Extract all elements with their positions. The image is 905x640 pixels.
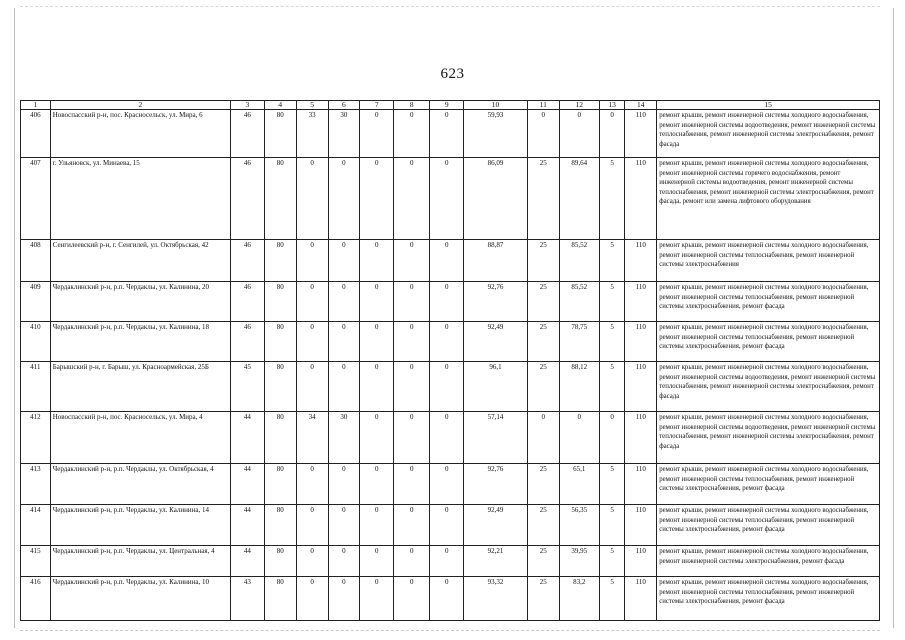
value-col-7-cell: 0 <box>360 546 394 577</box>
value-col-10-cell: 59,93 <box>464 110 528 158</box>
value-col-6-cell: 0 <box>328 240 360 282</box>
address-cell: Новоспасский р-н, пос. Красносельск, ул. Мира, 4 <box>50 412 230 464</box>
row-number-cell: 409 <box>21 282 51 322</box>
header-cell: 11 <box>527 101 559 110</box>
address-cell: Чердаклинский р-н, р.п. Чердаклы, ул. Центральная, 4 <box>50 546 230 577</box>
works-list-cell: ремонт крыши, ремонт инженерной системы холодного водоснабжения, ремонт инженерной системы водоотведения, ремонт инженерной системы теплоснабжения, ремонт инженерной системы электроснабжения, ремонт фасада <box>657 110 880 158</box>
scan-bottom-edge <box>20 630 880 631</box>
table-row <box>21 546 880 577</box>
value-col-7-cell: 0 <box>360 282 394 322</box>
value-col-3-cell: 43 <box>230 577 264 621</box>
value-col-7-cell: 0 <box>360 505 394 546</box>
value-col-3-cell: 46 <box>230 282 264 322</box>
value-col-9-cell: 0 <box>430 322 464 362</box>
header-cell: 10 <box>464 101 528 110</box>
value-col-7-cell: 0 <box>360 464 394 505</box>
table-row <box>21 282 880 322</box>
value-col-8-cell: 0 <box>394 110 430 158</box>
address-cell: Сенгилеевский р-н, г. Сенгилей, ул. Октябрьская, 42 <box>50 240 230 282</box>
value-col-8-cell: 0 <box>394 322 430 362</box>
value-col-11-cell: 25 <box>527 322 559 362</box>
value-col-6-cell: 0 <box>328 505 360 546</box>
row-number-cell: 416 <box>21 577 51 621</box>
value-col-13-cell: 5 <box>599 577 624 621</box>
value-col-9-cell: 0 <box>430 240 464 282</box>
table-row <box>21 464 880 505</box>
value-col-9-cell: 0 <box>430 362 464 412</box>
value-col-14-cell: 110 <box>625 412 657 464</box>
value-col-5-cell: 0 <box>296 505 328 546</box>
row-number-cell: 412 <box>21 412 51 464</box>
value-col-8-cell: 0 <box>394 464 430 505</box>
value-col-13-cell: 0 <box>599 412 624 464</box>
value-col-10-cell: 57,14 <box>464 412 528 464</box>
value-col-4-cell: 80 <box>264 362 296 412</box>
row-number-cell: 410 <box>21 322 51 362</box>
value-col-12-cell: 85,52 <box>559 282 599 322</box>
table-row <box>21 158 880 240</box>
value-col-9-cell: 0 <box>430 577 464 621</box>
value-col-11-cell: 25 <box>527 577 559 621</box>
value-col-11-cell: 25 <box>527 282 559 322</box>
header-cell: 12 <box>559 101 599 110</box>
value-col-4-cell: 80 <box>264 577 296 621</box>
row-number-cell: 406 <box>21 110 51 158</box>
value-col-11-cell: 25 <box>527 158 559 240</box>
value-col-13-cell: 0 <box>599 110 624 158</box>
address-cell: Чердаклинский р-н, р.п. Чердаклы, ул. Калинина, 20 <box>50 282 230 322</box>
value-col-8-cell: 0 <box>394 577 430 621</box>
value-col-3-cell: 44 <box>230 505 264 546</box>
value-col-10-cell: 96,1 <box>464 362 528 412</box>
value-col-11-cell: 25 <box>527 546 559 577</box>
value-col-5-cell: 0 <box>296 322 328 362</box>
value-col-10-cell: 92,76 <box>464 464 528 505</box>
address-cell: Новоспасский р-н, пос. Красносельск, ул. Мира, 6 <box>50 110 230 158</box>
value-col-6-cell: 0 <box>328 282 360 322</box>
value-col-5-cell: 0 <box>296 577 328 621</box>
value-col-3-cell: 44 <box>230 464 264 505</box>
value-col-11-cell: 25 <box>527 362 559 412</box>
works-list-cell: ремонт крыши, ремонт инженерной системы холодного водоснабжения, ремонт инженерной системы теплоснабжения, ремонт инженерной системы электроснабжения, ремонт фасада <box>657 322 880 362</box>
value-col-12-cell: 89,64 <box>559 158 599 240</box>
value-col-13-cell: 5 <box>599 464 624 505</box>
header-cell: 13 <box>599 101 624 110</box>
table-row <box>21 322 880 362</box>
value-col-6-cell: 30 <box>328 412 360 464</box>
works-list-cell: ремонт крыши, ремонт инженерной системы холодного водоснабжения, ремонт инженерной системы водоотведения, ремонт инженерной системы теплоснабжения, ремонт инженерной системы электроснабжения, ремонт фасада <box>657 412 880 464</box>
works-list-cell: ремонт крыши, ремонт инженерной системы холодного водоснабжения, ремонт инженерной системы теплоснабжения, ремонт инженерной системы электроснабжения, ремонт фасада <box>657 282 880 322</box>
value-col-5-cell: 0 <box>296 282 328 322</box>
value-col-3-cell: 46 <box>230 110 264 158</box>
table-row <box>21 505 880 546</box>
header-cell: 6 <box>328 101 360 110</box>
row-number-cell: 408 <box>21 240 51 282</box>
value-col-10-cell: 86,09 <box>464 158 528 240</box>
value-col-12-cell: 0 <box>559 110 599 158</box>
table-row <box>21 412 880 464</box>
value-col-5-cell: 34 <box>296 412 328 464</box>
value-col-14-cell: 110 <box>625 577 657 621</box>
table-row <box>21 110 880 158</box>
value-col-6-cell: 0 <box>328 322 360 362</box>
works-list-cell: ремонт крыши, ремонт инженерной системы холодного водоснабжения, ремонт инженерной системы теплоснабжения, ремонт инженерной системы электроснабжения, ремонт фасада <box>657 505 880 546</box>
value-col-7-cell: 0 <box>360 322 394 362</box>
value-col-10-cell: 92,21 <box>464 546 528 577</box>
value-col-14-cell: 110 <box>625 110 657 158</box>
value-col-10-cell: 92,49 <box>464 322 528 362</box>
table-header-row <box>21 101 880 110</box>
address-cell: Чердаклинский р-н, р.п. Чердаклы, ул. Калинина, 10 <box>50 577 230 621</box>
value-col-11-cell: 25 <box>527 464 559 505</box>
value-col-12-cell: 0 <box>559 412 599 464</box>
value-col-9-cell: 0 <box>430 158 464 240</box>
value-col-13-cell: 5 <box>599 505 624 546</box>
value-col-12-cell: 65,1 <box>559 464 599 505</box>
value-col-10-cell: 92,76 <box>464 282 528 322</box>
value-col-9-cell: 0 <box>430 505 464 546</box>
value-col-8-cell: 0 <box>394 240 430 282</box>
row-number-cell: 411 <box>21 362 51 412</box>
value-col-6-cell: 30 <box>328 110 360 158</box>
header-cell: 2 <box>50 101 230 110</box>
value-col-8-cell: 0 <box>394 362 430 412</box>
header-cell: 3 <box>230 101 264 110</box>
value-col-13-cell: 5 <box>599 362 624 412</box>
works-list-cell: ремонт крыши, ремонт инженерной системы холодного водоснабжения, ремонт инженерной системы теплоснабжения, ремонт инженерной системы электроснабжения, ремонт фасада <box>657 464 880 505</box>
address-cell: Чердаклинский р-н, р.п. Чердаклы, ул. Октябрьская, 4 <box>50 464 230 505</box>
header-cell: 14 <box>625 101 657 110</box>
value-col-12-cell: 88,12 <box>559 362 599 412</box>
value-col-4-cell: 80 <box>264 505 296 546</box>
value-col-8-cell: 0 <box>394 412 430 464</box>
table-row <box>21 240 880 282</box>
header-cell: 15 <box>657 101 880 110</box>
register-table <box>20 100 880 621</box>
address-cell: Чердаклинский р-н, р.п. Чердаклы, ул. Калинина, 14 <box>50 505 230 546</box>
value-col-6-cell: 0 <box>328 158 360 240</box>
value-col-3-cell: 46 <box>230 322 264 362</box>
value-col-6-cell: 0 <box>328 464 360 505</box>
header-cell: 1 <box>21 101 51 110</box>
header-cell: 5 <box>296 101 328 110</box>
value-col-6-cell: 0 <box>328 362 360 412</box>
value-col-5-cell: 0 <box>296 240 328 282</box>
value-col-7-cell: 0 <box>360 110 394 158</box>
value-col-14-cell: 110 <box>625 322 657 362</box>
value-col-8-cell: 0 <box>394 158 430 240</box>
value-col-3-cell: 45 <box>230 362 264 412</box>
value-col-7-cell: 0 <box>360 240 394 282</box>
value-col-14-cell: 110 <box>625 158 657 240</box>
value-col-10-cell: 88,87 <box>464 240 528 282</box>
value-col-12-cell: 78,75 <box>559 322 599 362</box>
value-col-14-cell: 110 <box>625 362 657 412</box>
value-col-12-cell: 83,2 <box>559 577 599 621</box>
value-col-13-cell: 5 <box>599 240 624 282</box>
value-col-3-cell: 46 <box>230 158 264 240</box>
page-number: 623 <box>440 66 465 82</box>
works-list-cell: ремонт крыши, ремонт инженерной системы холодного водоснабжения, ремонт инженерной системы горячего водоснабжения, ремонт инженерной системы водоотведения, ремонт инженерной системы теплоснабжения, ремонт инженерной системы электроснабжения, ремонт фасада, ремонт или замена лифтового оборудования <box>657 158 880 240</box>
value-col-5-cell: 0 <box>296 464 328 505</box>
value-col-4-cell: 80 <box>264 110 296 158</box>
value-col-9-cell: 0 <box>430 282 464 322</box>
value-col-12-cell: 56,35 <box>559 505 599 546</box>
value-col-9-cell: 0 <box>430 464 464 505</box>
value-col-4-cell: 80 <box>264 282 296 322</box>
header-cell: 8 <box>394 101 430 110</box>
value-col-11-cell: 0 <box>527 110 559 158</box>
value-col-9-cell: 0 <box>430 412 464 464</box>
value-col-9-cell: 0 <box>430 110 464 158</box>
table-row <box>21 577 880 621</box>
works-list-cell: ремонт крыши, ремонт инженерной системы холодного водоснабжения, ремонт инженерной системы электроснабжения, ремонт фасада <box>657 546 880 577</box>
value-col-3-cell: 44 <box>230 546 264 577</box>
value-col-10-cell: 92,49 <box>464 505 528 546</box>
header-cell: 4 <box>264 101 296 110</box>
value-col-3-cell: 44 <box>230 412 264 464</box>
value-col-10-cell: 93,32 <box>464 577 528 621</box>
value-col-14-cell: 110 <box>625 464 657 505</box>
value-col-4-cell: 80 <box>264 412 296 464</box>
value-col-13-cell: 5 <box>599 158 624 240</box>
value-col-5-cell: 0 <box>296 546 328 577</box>
value-col-7-cell: 0 <box>360 158 394 240</box>
value-col-7-cell: 0 <box>360 577 394 621</box>
value-col-12-cell: 39,95 <box>559 546 599 577</box>
address-cell: Барышский р-н, г. Барыш, ул. Красноармейская, 25Б <box>50 362 230 412</box>
value-col-4-cell: 80 <box>264 546 296 577</box>
value-col-8-cell: 0 <box>394 282 430 322</box>
value-col-13-cell: 5 <box>599 546 624 577</box>
address-cell: г. Ульяновск, ул. Минаева, 15 <box>50 158 230 240</box>
value-col-5-cell: 33 <box>296 110 328 158</box>
value-col-4-cell: 80 <box>264 240 296 282</box>
value-col-13-cell: 5 <box>599 282 624 322</box>
works-list-cell: ремонт крыши, ремонт инженерной системы холодного водоснабжения, ремонт инженерной системы водоотведения, ремонт инженерной системы теплоснабжения, ремонт инженерной системы электроснабжения, ремонт фасада <box>657 362 880 412</box>
value-col-14-cell: 110 <box>625 282 657 322</box>
address-cell: Чердаклинский р-н, р.п. Чердаклы, ул. Калинина, 18 <box>50 322 230 362</box>
value-col-6-cell: 0 <box>328 577 360 621</box>
value-col-7-cell: 0 <box>360 362 394 412</box>
table-row <box>21 362 880 412</box>
value-col-11-cell: 25 <box>527 505 559 546</box>
value-col-7-cell: 0 <box>360 412 394 464</box>
scan-top-edge <box>20 6 880 7</box>
value-col-4-cell: 80 <box>264 158 296 240</box>
row-number-cell: 407 <box>21 158 51 240</box>
row-number-cell: 413 <box>21 464 51 505</box>
value-col-8-cell: 0 <box>394 505 430 546</box>
value-col-4-cell: 80 <box>264 464 296 505</box>
works-list-cell: ремонт крыши, ремонт инженерной системы холодного водоснабжения, ремонт инженерной системы теплоснабжения, ремонт инженерной системы электроснабжения <box>657 240 880 282</box>
value-col-14-cell: 110 <box>625 546 657 577</box>
value-col-13-cell: 5 <box>599 322 624 362</box>
value-col-8-cell: 0 <box>394 546 430 577</box>
value-col-11-cell: 0 <box>527 412 559 464</box>
value-col-3-cell: 46 <box>230 240 264 282</box>
value-col-11-cell: 25 <box>527 240 559 282</box>
value-col-14-cell: 110 <box>625 240 657 282</box>
value-col-12-cell: 85,52 <box>559 240 599 282</box>
header-cell: 7 <box>360 101 394 110</box>
value-col-9-cell: 0 <box>430 546 464 577</box>
header-cell: 9 <box>430 101 464 110</box>
value-col-6-cell: 0 <box>328 546 360 577</box>
row-number-cell: 415 <box>21 546 51 577</box>
value-col-5-cell: 0 <box>296 158 328 240</box>
row-number-cell: 414 <box>21 505 51 546</box>
value-col-5-cell: 0 <box>296 362 328 412</box>
value-col-4-cell: 80 <box>264 322 296 362</box>
works-list-cell: ремонт крыши, ремонт инженерной системы холодного водоснабжения, ремонт инженерной системы теплоснабжения, ремонт инженерной системы электроснабжения, ремонт фасада <box>657 577 880 621</box>
value-col-14-cell: 110 <box>625 505 657 546</box>
